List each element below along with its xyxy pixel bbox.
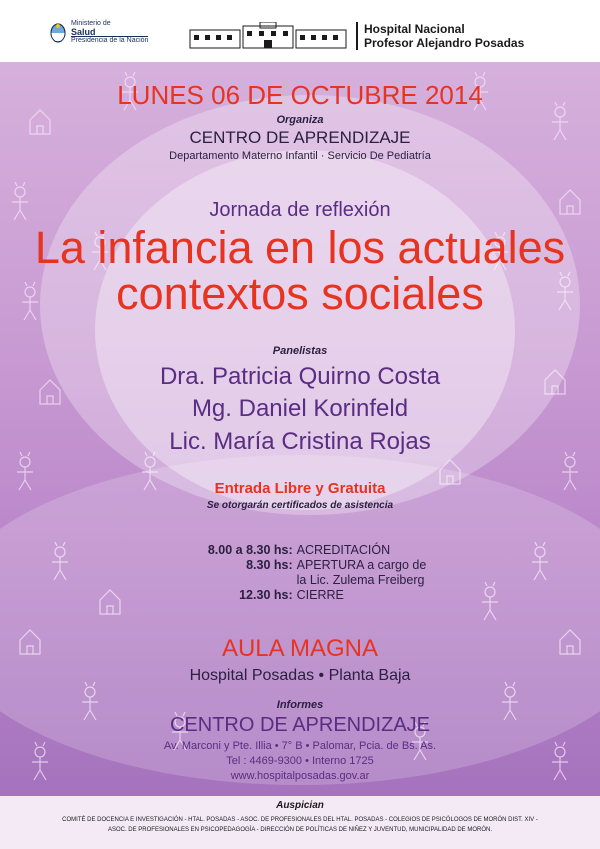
organizer-name: CENTRO DE APRENDIZAJE (189, 128, 411, 147)
hospital-logo (188, 22, 524, 50)
info-address: Av. Marconi y Pte. Illia • 7° B • Palomar, Pcia. de Bs. As. (163, 740, 437, 752)
organiza-label: Organiza (276, 114, 324, 126)
schedule-desc: ACREDITACIÓN (296, 543, 391, 557)
hospital-name-line2: Profesor Alejandro Posadas (364, 36, 525, 50)
schedule-row (160, 558, 460, 588)
department: Departamento Materno Infantil · Servicio De Pediatría (169, 150, 431, 162)
panelist: Lic. María Cristina Rojas (169, 428, 431, 455)
panelist: Mg. Daniel Korinfeld (191, 395, 409, 422)
sponsors-line1: COMITÉ DE DOCENCIA E INVESTIGACIÓN - HTAL. POSADAS - ASOC. DE PROFESIONALES DEL HTAL. POSADAS - COLEGIOS DE PSICÓLOGOS DE MORÓN DIST. XIV - (62, 817, 538, 823)
sponsors-line2: ASOC. DE PROFESIONALES EN PSICOPEDAGOGÍA - DIRECCIÓN DE POLÍTICAS DE NIÑEZ Y JUVENTUD, MUNICIPALIDAD DE MORÓN. (107, 827, 493, 833)
hospital-name-line1: Hospital Nacional (364, 22, 465, 36)
event-subtitle: Jornada de reflexión (209, 199, 391, 221)
ministry-line1: Ministerio de (71, 20, 111, 27)
venue-name: AULA MAGNA (221, 635, 379, 662)
header-bar (0, 0, 600, 62)
schedule-desc: CIERRE (296, 588, 344, 602)
argentina-shield-icon (50, 23, 66, 43)
schedule-desc-line1: APERTURA a cargo de (296, 558, 427, 572)
schedule-time: 12.30 hs: (239, 588, 293, 602)
panelist: Dra. Patricia Quirno Costa (159, 363, 441, 390)
schedule-time: 8.00 a 8.30 hs: (207, 543, 293, 557)
info-website-link[interactable]: www.hospitalposadas.gov.ar (230, 770, 370, 782)
ministry-line3: Presidencia de la Nación (71, 37, 149, 44)
panelists-label: Panelistas (272, 345, 328, 357)
schedule-row (160, 588, 460, 603)
hospital-building-icon (188, 22, 348, 50)
entrance-note: Entrada Libre y Gratuita (214, 480, 386, 497)
schedule-desc-line2: la Lic. Zulema Freiberg (296, 573, 425, 587)
schedule (160, 543, 460, 603)
info-center-name: CENTRO DE APRENDIZAJE (169, 714, 431, 736)
event-title-line1: La infancia en los actuales (34, 222, 566, 273)
schedule-desc (297, 558, 460, 588)
schedule-row (160, 543, 460, 558)
ministry-logo (50, 20, 148, 45)
event-title (0, 222, 600, 319)
schedule-time: 8.30 hs: (246, 558, 293, 572)
venue-place: Hospital Posadas • Planta Baja (189, 667, 411, 684)
info-phone: Tel : 4469-9300 • Interno 1725 (226, 755, 374, 767)
event-title-line2: contextos sociales (116, 268, 484, 319)
sponsors-label: Auspician (276, 800, 324, 811)
event-date: LUNES 06 DE OCTUBRE 2014 (117, 80, 483, 110)
certificates-note: Se otorgarán certificados de asistencia (206, 500, 394, 511)
info-label: Informes (276, 699, 324, 711)
ministry-line2: Salud (71, 27, 96, 37)
